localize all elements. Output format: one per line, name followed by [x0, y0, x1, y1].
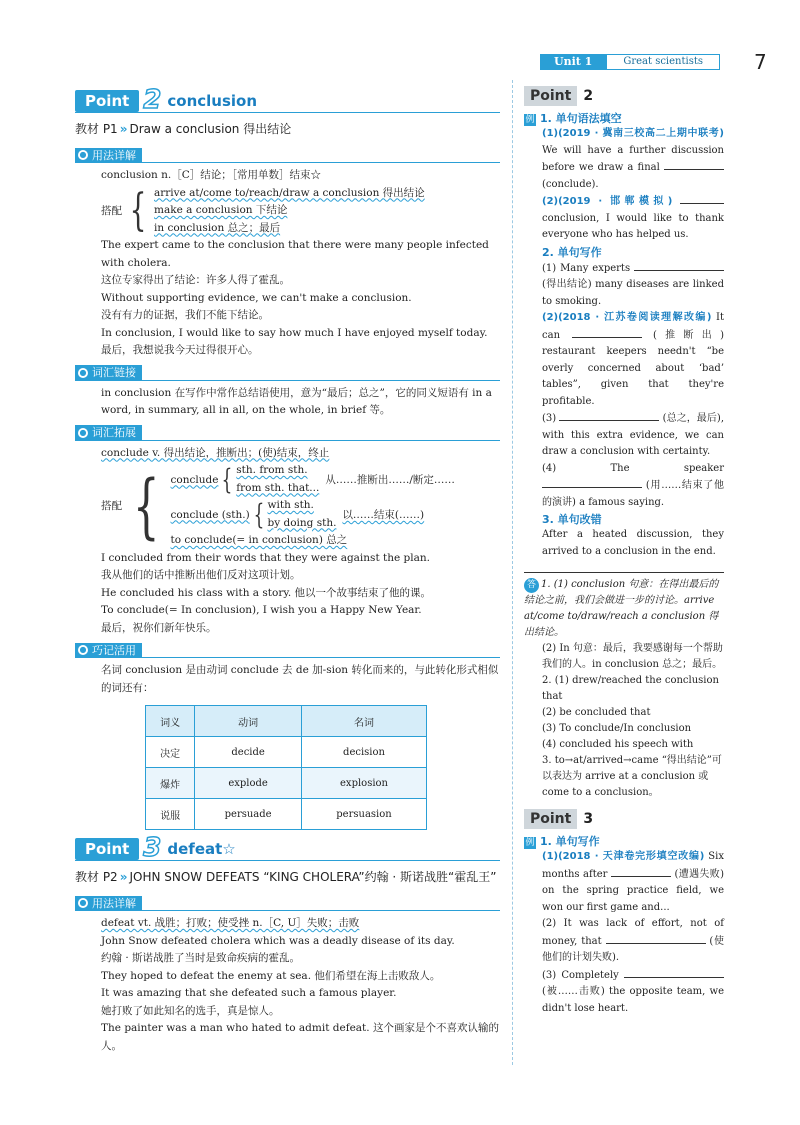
question-text: (用……结束了他的演讲) a famous saying.	[542, 480, 724, 508]
example-zh: 最后，祝你们新年快乐。	[101, 621, 217, 634]
table-header-row	[146, 706, 427, 737]
collocation-item: make a conclusion 下结论	[154, 204, 288, 216]
table-row	[146, 799, 427, 830]
table-cell: 说服	[146, 799, 195, 830]
question-text: (4) The speaker	[542, 462, 724, 474]
question-text: (使他们的计划失败).	[542, 935, 725, 963]
vocab-ext-tag	[75, 425, 142, 440]
page-header	[540, 50, 767, 74]
question	[524, 310, 724, 410]
ext-sub-a	[171, 462, 455, 497]
question	[524, 967, 724, 1018]
brace-icon: {	[253, 497, 264, 531]
example-en: John Snow defeated cholera which was a deadly disease of its day.	[101, 934, 455, 947]
question-text: (被……击败) the opposite team, we didn't lose heart.	[542, 986, 724, 1014]
question	[524, 126, 724, 193]
table-cell: 决定	[146, 737, 195, 768]
vocab-link-text: in conclusion 在写作中常作总结语使用，意为“最后；总之”，它的同义短语有 in a word, in summary, all in all, on the whole, in brief 等。	[101, 386, 492, 416]
answer-text: (2) be concluded that	[542, 707, 651, 718]
lightbulb-icon: ●	[79, 427, 87, 437]
question	[524, 260, 724, 311]
unit-subtitle: Great scientists	[606, 54, 720, 70]
answer-icon: 答	[524, 578, 539, 593]
lightbulb-icon: ●	[79, 898, 87, 907]
answer-text: (3) To conclude/In conclusion	[542, 723, 692, 734]
point-number: 3	[143, 833, 162, 863]
section-title: 1. 单句语法填空	[540, 112, 622, 125]
section-title: 2. 单句写作	[542, 245, 602, 259]
lightbulb-icon: ●	[79, 150, 87, 159]
ext-head: conclude	[170, 473, 219, 486]
section-tag-row	[75, 360, 500, 381]
exercise-section	[524, 244, 724, 260]
collocation-label: 搭配	[101, 205, 122, 218]
answer-blank[interactable]	[572, 327, 642, 338]
vocab-link-tag	[75, 365, 142, 380]
answer-text: 1. (1) conclusion 句意：在得出最后的结论之前，我们会做进一步的讨论。arrive at/come to/draw/reach a conclusion 得出结论。	[524, 579, 719, 638]
error-question: After a heated discussion, they arrived to a conclusion in the end.	[542, 529, 724, 557]
example-zh: 她打败了如此知名的选手，真是惊人。	[101, 1004, 280, 1017]
point-badge: Point	[75, 838, 139, 860]
exercise-section	[524, 833, 724, 849]
table-cell: decision	[302, 737, 427, 768]
definition: defeat vt. 战胜；打败；使受挫 n.［C, U］失败；击败	[101, 917, 360, 929]
question-hint: (conclude).	[542, 178, 599, 190]
usage-tag	[75, 896, 142, 911]
ext-definition: conclude v. 得出结论，推断出；(使)结束，终止	[101, 446, 330, 459]
answer-blank[interactable]	[680, 193, 724, 204]
point-badge: Point	[524, 809, 577, 829]
answer-blank[interactable]	[611, 866, 671, 877]
table-row	[146, 737, 427, 768]
textbook-source	[75, 869, 500, 886]
usage-tag	[75, 148, 142, 163]
point-number: 3	[583, 811, 594, 827]
column-divider	[512, 80, 513, 1065]
right-column	[524, 86, 724, 1017]
section-title: 3. 单句改错	[542, 513, 602, 526]
example-en: The expert came to the conclusion that there were many people infected with cholera.	[101, 239, 489, 269]
double-chevron-icon: »	[119, 870, 128, 884]
table-header: 动词	[195, 706, 302, 737]
brace-icon: {	[132, 464, 160, 547]
question-text: (3)	[542, 413, 557, 424]
question-text: Six months after	[542, 851, 724, 880]
collocation-item: in conclusion 总之；最后	[154, 221, 281, 234]
collocation-label: 搭配	[101, 500, 122, 513]
point-number: 2	[583, 88, 594, 104]
lightbulb-icon: ●	[79, 367, 87, 377]
table-cell: explode	[195, 768, 302, 799]
question	[524, 410, 724, 461]
point3-heading	[75, 833, 500, 863]
table-header: 名词	[302, 706, 427, 737]
unit-label: Unit 1	[540, 54, 606, 70]
question-text: (1) Many experts	[542, 262, 631, 274]
answer-blank[interactable]	[624, 967, 724, 978]
tag-label: 巧记活用	[92, 643, 136, 657]
question	[524, 849, 724, 916]
answer-block	[524, 572, 724, 801]
example-en: Without supporting evidence, we can't make a conclusion.	[101, 291, 412, 304]
answer-blank[interactable]	[664, 159, 724, 170]
example-zh: 约翰 · 斯诺战胜了当时是致命疾病的霍乱。	[101, 952, 301, 964]
textbook-source	[75, 121, 500, 138]
example-en: They hoped to defeat the enemy at sea. 他们希望在海上击败敌人。	[101, 969, 441, 982]
example-icon: 例	[525, 838, 535, 848]
question-text: It can	[542, 312, 724, 341]
question-text: (总之，最后), with this extra evidence, we can draw a conclusion with certainty.	[542, 413, 725, 457]
answer-text: 2. (1) drew/reached the conclusion that	[542, 675, 719, 702]
example-en: In conclusion, I would like to say how much I have enjoyed myself today.	[101, 326, 488, 339]
question-text: (2) It was lack of effort, not of money, that	[542, 918, 724, 947]
source-text: JOHN SNOW DEFEATS “KING CHOLERA”约翰 · 斯诺战胜“霍乱王”	[129, 870, 497, 884]
example-zh: 最后，我想说我今天过得很开心。	[101, 344, 259, 356]
answer-text: (4) concluded his speech with	[542, 739, 694, 750]
example-en: He concluded his class with a story. 他以一个故事结束了他的课。	[101, 586, 432, 599]
tag-label: 用法详解	[92, 896, 136, 910]
source-text: Draw a conclusion 得出结论	[129, 122, 292, 136]
point2-heading	[75, 85, 500, 115]
answer-text: 3. to→at/arrived→came “得出结论”可以表达为 arrive at a conclusion 或 come to a conclusion。	[542, 755, 722, 798]
answer-blank[interactable]	[606, 933, 706, 944]
ext-head: conclude (sth.)	[170, 508, 250, 521]
example-zh: 我从他们的话中推断出他们反对这项计划。	[101, 569, 301, 581]
tag-label: 用法详解	[92, 148, 136, 162]
section-title: 1. 单句写作	[540, 835, 600, 848]
section-tag-row	[75, 637, 500, 658]
question-source: (1)(2018 · 天津卷完形填空改编)	[542, 851, 705, 862]
ext-meaning: 从……推断出……/断定……	[325, 474, 455, 486]
ext-pattern: with sth.	[267, 499, 314, 511]
table-row	[146, 768, 427, 799]
question	[524, 193, 724, 244]
example-en: I concluded from their words that they were against the plan.	[101, 551, 430, 564]
point-word: defeat☆	[167, 840, 236, 858]
memory-tip: 名词 conclusion 是由动词 conclude 去 de 加-sion 转化而来的，与此转化形式相似的词还有：	[101, 664, 499, 694]
collocation-group	[75, 185, 500, 238]
question-text: (遭遇失败) on the spring practice field, we won our first game and...	[542, 868, 725, 913]
ext-sub-b	[171, 497, 455, 532]
example-zh: 没有有力的证据，我们不能下结论。	[101, 309, 269, 321]
memory-tag	[75, 643, 142, 658]
ext-collocation-group	[75, 462, 500, 550]
exercise-section	[524, 511, 724, 527]
source-page: 教材 P1	[75, 122, 118, 136]
question-source: (2)(2019 · 邯郸模拟)	[542, 196, 673, 207]
point-badge: Point	[524, 86, 577, 106]
brace-icon: {	[222, 462, 233, 496]
question-text: We will have a further discussion before we draw a final	[542, 144, 724, 173]
ext-pattern: from sth. that...	[236, 481, 320, 494]
tag-label: 词汇拓展	[92, 426, 136, 439]
table-cell: explosion	[302, 768, 427, 799]
left-column	[75, 85, 500, 1055]
double-chevron-icon: »	[119, 122, 128, 136]
ext-pattern: by doing sth.	[267, 516, 337, 529]
question-source: (2)(2018 · 江苏卷阅读理解改编)	[542, 312, 712, 323]
answer-text: (2) In 句意：最后，我要感谢每一个帮助我们的人。in conclusion 总之；最后。	[542, 643, 723, 670]
answer-blank[interactable]	[542, 477, 642, 488]
collocation-item: arrive at/come to/reach/draw a conclusion 得出结论	[154, 186, 425, 199]
example-en: To conclude(= In conclusion), I wish you a Happy New Year.	[101, 604, 422, 616]
question	[524, 461, 724, 512]
definition: conclusion n.［C］结论；［常用单数］结束☆	[101, 169, 322, 181]
word-form-table	[145, 705, 427, 830]
brace-icon: {	[129, 184, 147, 236]
question-text: (得出结论) many diseases are linked to smoking.	[542, 279, 724, 307]
section-tag-row	[75, 890, 500, 911]
page-number: 7	[753, 50, 767, 74]
tag-label: 词汇链接	[92, 366, 136, 379]
example-zh: 这位专家得出了结论：许多人得了霍乱。	[101, 274, 290, 286]
question-text: (3) Completely	[542, 969, 619, 981]
answer-blank[interactable]	[559, 410, 659, 421]
question	[524, 916, 724, 967]
point-word: conclusion	[167, 92, 258, 110]
question-source: (1)(2019 · 冀南三校高二上期中联考)	[542, 128, 724, 139]
lightbulb-icon: ●	[79, 645, 87, 654]
table-cell: decide	[195, 737, 302, 768]
table-header: 词义	[146, 706, 195, 737]
section-tag-row	[75, 142, 500, 163]
table-cell: persuasion	[302, 799, 427, 830]
exercise-section	[524, 110, 724, 126]
example-en: It was amazing that she defeated such a famous player.	[101, 987, 397, 999]
point-badge: Point	[75, 90, 139, 112]
exercise-point2-heading	[524, 86, 724, 106]
example-icon: 例	[525, 115, 535, 125]
ext-pattern: sth. from sth.	[236, 464, 308, 476]
ext-pattern: to conclude(= in conclusion) 总之	[170, 534, 348, 546]
question-text: (推断出) restaurant keepers needn't “be overly concerned about ‘bad’ tables”, given that they're profitable.	[542, 329, 724, 407]
answer-line	[524, 577, 724, 641]
answer-blank[interactable]	[634, 260, 724, 271]
table-cell: persuade	[195, 799, 302, 830]
ext-meaning: 以……结束(……)	[342, 509, 425, 521]
table-cell: 爆炸	[146, 768, 195, 799]
exercise-point3-heading	[524, 809, 724, 829]
point-number: 2	[143, 85, 162, 115]
source-page: 教材 P2	[75, 870, 118, 884]
example-en: The painter was a man who hated to admit defeat. 这个画家是个不喜欢认输的人。	[101, 1022, 499, 1052]
section-tag-row	[75, 420, 500, 441]
question-text: conclusion, I would like to thank everyone who has helped us.	[542, 212, 724, 240]
